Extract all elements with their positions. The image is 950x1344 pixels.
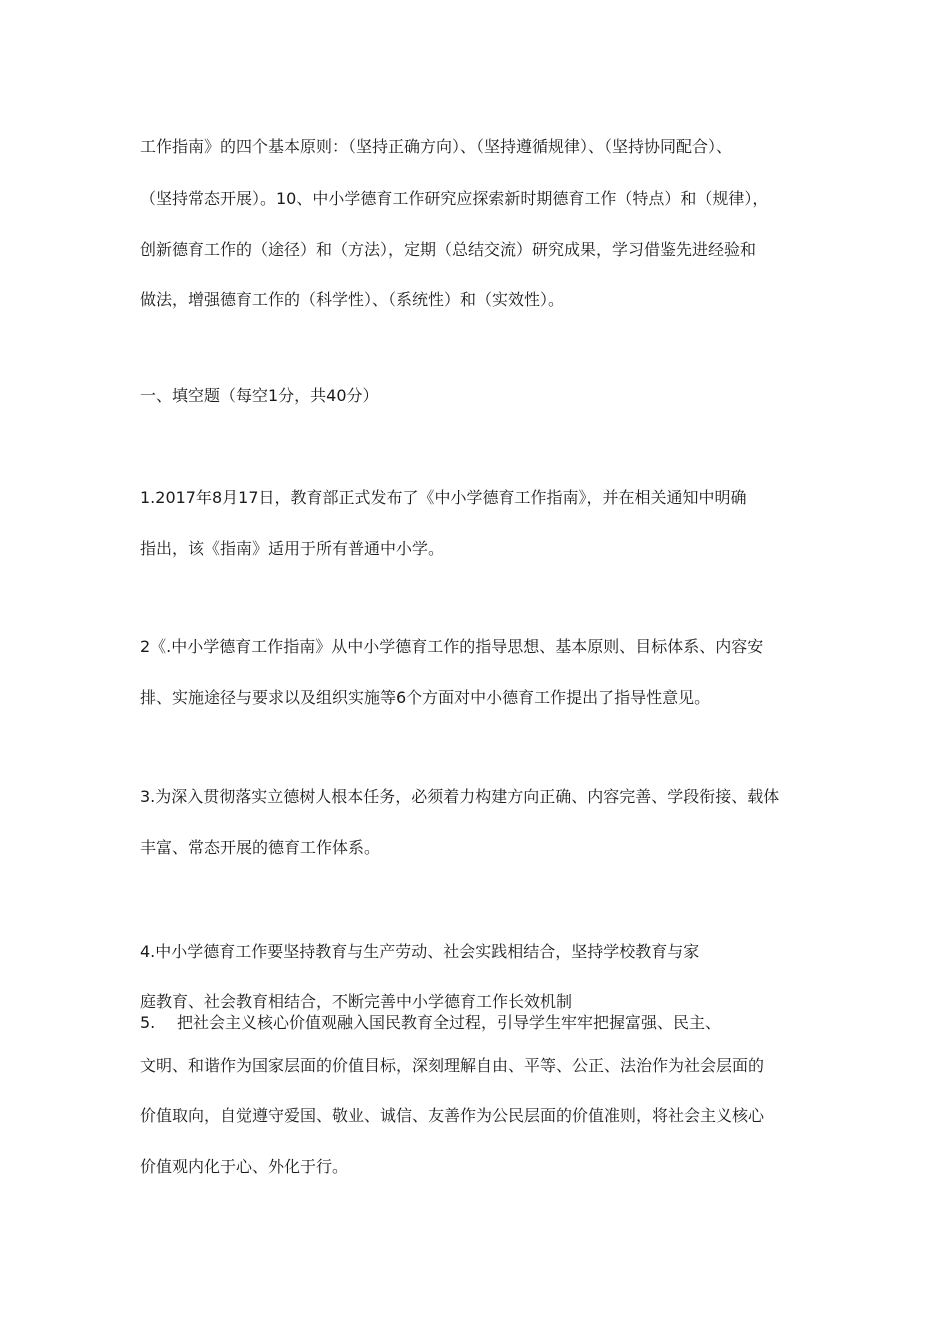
intro-line-1: 工作指南》的四个基本原则：（坚持正确方向）、（坚持遵循规律）、（坚持协同配合）、 [140,137,733,156]
q4-line-2: 庭教育、社会教育相结合，不断完善中小学德育工作长效机制 [140,992,573,1011]
q5-line-2: 文明、和谐作为国家层面的价值目标，深刻理解自由、平等、公正、法治作为社会层面的 [140,1056,765,1075]
q3-line-2: 丰富、常态开展的德育工作体系。 [140,838,381,857]
intro-line-2: （坚持常态开展）。10、中小学德育工作研究应探索新时期德育工作（特点）和（规律）， [140,189,769,208]
q2-line-1: 2《.中小学德育工作指南》从中小学德育工作的指导思想、基本原则、目标体系、内容安 [140,637,764,656]
q4-line-1: 4.中小学德育工作要坚持教育与生产劳动、社会实践相结合，坚持学校教育与家 [140,942,700,961]
section-heading: 一、填空题（每空1分，共40分） [140,386,379,405]
intro-line-3: 创新德育工作的（途径）和（方法），定期（总结交流）研究成果，学习借鉴先进经验和 [140,240,757,259]
q1-line-1: 1.2017年8月17日，教育部正式发布了《中小学德育工作指南》，并在相关通知中明确 [140,488,747,507]
q5-line-3: 价值取向，自觉遵守爱国、敬业、诚信、友善作为公民层面的价值准则，将社会主义核心 [140,1106,765,1125]
q3-line-1: 3.为深入贯彻落实立德树人根本任务，必须着力构建方向正确、内容完善、学段衔接、载体 [140,787,780,806]
q1-line-2: 指出，该《指南》适用于所有普通中小学。 [140,539,445,558]
intro-line-4: 做法，增强德育工作的（科学性）、（系统性）和（实效性）。 [140,290,565,309]
q2-line-2: 排、实施途径与要求以及组织实施等6个方面对中小德育工作提出了指导性意见。 [140,688,711,707]
q5-number: 5. [140,1013,156,1032]
q5-line-4: 价值观内化于心、外化于行。 [140,1157,349,1176]
q5-line-1: 把社会主义核心价值观融入国民教育全过程，引导学生牢牢把握富强、民主、 [177,1013,722,1032]
